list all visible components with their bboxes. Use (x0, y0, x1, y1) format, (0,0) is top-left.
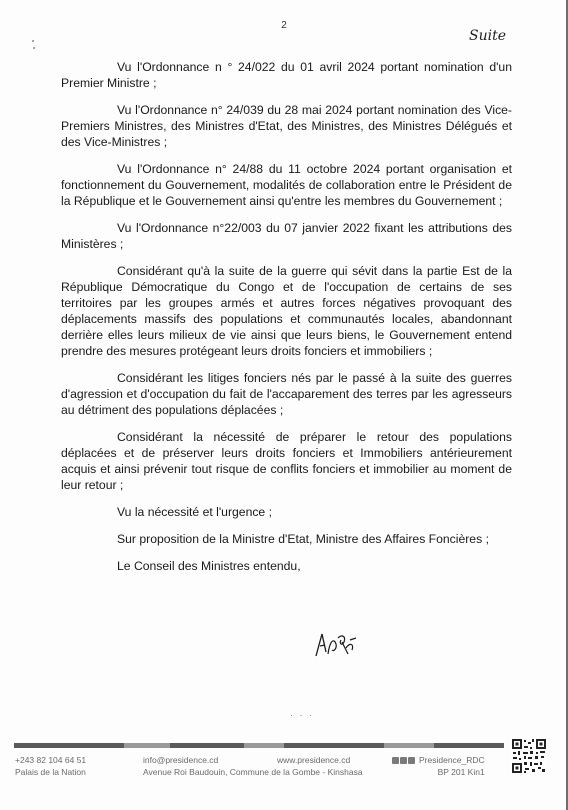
paragraph-conseil: Le Conseil des Ministres entendu, (117, 559, 301, 573)
social-icons (392, 754, 416, 766)
instagram-icon (408, 757, 415, 764)
page-number: 2 (281, 20, 287, 31)
paragraph-vu-ordonnance-gouvernement: Vu l'Ordonnance n° 24/88 du 11 octobre 2024 portant organisation et fonctionnement du Gouvernement, modalités de collaboration entre le Président de la République et le Gouvernement ainsi qu'entre les membres du Gouvernement ; (61, 162, 512, 208)
paragraph-vu-ordonnance-ministres: Vu l'Ordonnance n° 24/039 du 28 mai 2024 portant nomination des Vice-Premiers Ministres, des Ministres d'Etat, des Ministres, des Ministres Délégués et des Vice-Ministres ; (61, 103, 512, 149)
scan-speck (32, 40, 34, 42)
footer-divider (14, 743, 504, 748)
footer-po-box: BP 201 Kin1 (437, 767, 485, 777)
footer-email: info@presidence.cd (143, 755, 219, 765)
paragraph-urgence: Vu la nécessité et l'urgence ; (117, 505, 272, 519)
footer-phone: +243 82 104 64 51 (15, 755, 87, 765)
facebook-icon (392, 757, 399, 764)
qr-code-icon (511, 738, 547, 774)
paragraph-considerant-retour: Considérant la nécessité de préparer le retour des populations déplacées et de préserver leurs droits fonciers et Immobiliers antérieurement acquis et ainsi prévenir tout risque de conflits fonciers et immobilier au moment de leur retour ; (61, 430, 512, 492)
paragraph-considerant-litiges: Considérant les litiges fonciers nés par le passé à la suite des guerres d'agression et d'occupation du fait de l'accaparement des terres par les agresseurs au détriment des populations déplacées ; (61, 371, 512, 417)
continuation-mark: Suite (469, 28, 506, 44)
paragraph-considerant-guerre: Considérant qu'à la suite de la guerre qui sévit dans la partie Est de la République Démocratique du Congo et de l'occupation de certains de ses territoires par les groupes armés et autres forces négatives provoquant des déplacements massifs des populations et communautés locales, abandonnant derrière elles leurs milieux de vie ainsi que leurs biens, le Gouvernement entend prendre des mesures protégeant leurs droits fonciers et immobiliers ; (61, 264, 512, 358)
scan-dots: · · · (290, 710, 314, 720)
paragraph-vu-ordonnance-premier-ministre: Vu l'Ordonnance n ° 24/022 du 01 avril 2024 portant nomination d'un Premier Ministre ; (61, 60, 512, 90)
scan-speck (33, 47, 35, 49)
footer-building: Palais de la Nation (15, 767, 86, 777)
footer-website: www.presidence.cd (277, 755, 351, 765)
footer-social-handle: Presidence_RDC (419, 755, 485, 765)
initials-signature (312, 628, 360, 662)
document-body (61, 59, 512, 585)
paragraph-proposition: Sur proposition de la Ministre d'Etat, Ministre des Affaires Foncières ; (117, 532, 489, 546)
footer-address: Avenue Roi Baudouin, Commune de la Gombe - Kinshasa (143, 767, 363, 777)
paragraph-vu-ordonnance-ministeres: Vu l'Ordonnance n°22/003 du 07 janvier 2022 fixant les attributions des Ministères ; (61, 221, 512, 251)
twitter-icon (400, 757, 407, 764)
